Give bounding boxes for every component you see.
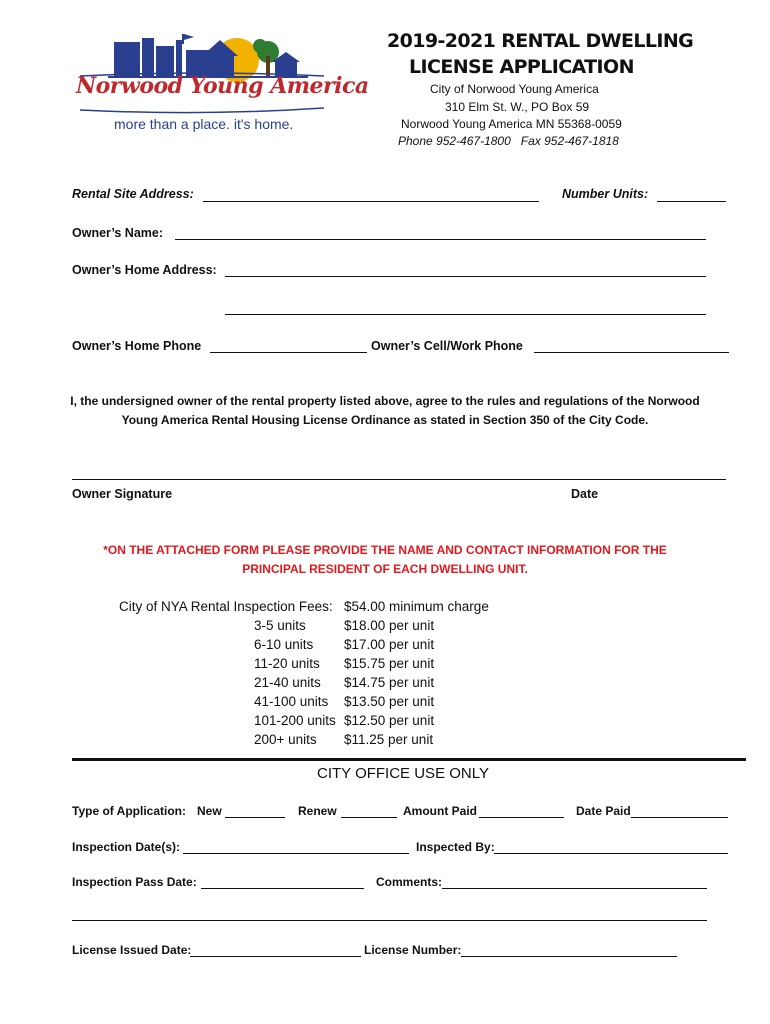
fee-units: 200+ units — [254, 732, 317, 747]
date-label: Date — [571, 487, 599, 501]
rental-site-label: Rental Site Address: — [72, 187, 194, 201]
fee-units: 41-100 units — [254, 694, 329, 709]
inspection-dates-label: Inspection Date(s): — [72, 840, 181, 854]
fee-price: $18.00 per unit — [344, 618, 435, 633]
new-field[interactable] — [225, 817, 285, 818]
notice-line2: PRINCIPAL RESIDENT OF EACH DWELLING UNIT. — [242, 562, 528, 576]
fees-minimum: $54.00 minimum charge — [344, 599, 489, 614]
owner-home-phone-label: Owner’s Home Phone — [72, 339, 202, 353]
fee-units: 11-20 units — [254, 656, 320, 671]
renew-field[interactable] — [341, 817, 397, 818]
logo-tagline: more than a place. it's home. — [114, 116, 294, 132]
amount-paid-field[interactable] — [479, 817, 564, 818]
license-number-field[interactable] — [461, 956, 677, 957]
city-state-zip: Norwood Young America MN 55368-0059 — [401, 117, 622, 131]
fee-units: 3-5 units — [254, 618, 306, 633]
date-paid-label: Date Paid — [576, 804, 631, 818]
fee-price: $14.75 per unit — [344, 675, 435, 690]
number-units-label: Number Units: — [562, 187, 649, 201]
license-issued-date-field[interactable] — [190, 956, 361, 957]
inspected-by-label: Inspected By: — [416, 840, 495, 854]
form-title-line1: 2019-2021 RENTAL DWELLING — [387, 30, 694, 52]
fees-heading: City of NYA Rental Inspection Fees: — [119, 599, 333, 614]
license-number-label: License Number: — [364, 943, 462, 957]
comments-field-2[interactable] — [72, 920, 707, 921]
inspection-pass-date-field[interactable] — [201, 888, 364, 889]
owner-cell-phone-field[interactable] — [534, 352, 729, 353]
renew-label: Renew — [298, 804, 337, 818]
agreement-text-line1: I, the undersigned owner of the rental property listed above, agree to the rules and regulations of the Norwood — [70, 394, 700, 408]
notice-line1: *ON THE ATTACHED FORM PLEASE PROVIDE THE NAME AND CONTACT INFORMATION FOR THE — [103, 543, 667, 557]
owner-signature-label: Owner Signature — [72, 487, 173, 501]
owner-cell-phone-label: Owner’s Cell/Work Phone — [371, 339, 523, 353]
license-issued-date-label: License Issued Date: — [72, 943, 192, 957]
city-name: City of Norwood Young America — [430, 82, 599, 96]
form-title-line2: LICENSE APPLICATION — [409, 56, 634, 78]
rental-site-field[interactable] — [203, 201, 539, 202]
city-phone-fax: Phone 952-467-1800 Fax 952-467-1818 — [398, 134, 619, 148]
office-heading: CITY OFFICE USE ONLY — [317, 765, 489, 782]
owner-home-address-field[interactable] — [225, 276, 706, 277]
inspected-by-field[interactable] — [494, 853, 728, 854]
date-paid-field[interactable] — [631, 817, 728, 818]
fee-price: $13.50 per unit — [344, 694, 435, 709]
type-of-application-label: Type of Application: — [72, 804, 186, 818]
fee-units: 101-200 units — [254, 713, 336, 728]
office-divider — [72, 758, 746, 761]
owner-home-address-field-2[interactable] — [225, 314, 706, 315]
comments-field[interactable] — [442, 888, 707, 889]
owner-name-field[interactable] — [175, 239, 706, 240]
new-label: New — [197, 804, 222, 818]
inspection-pass-date-label: Inspection Pass Date: — [72, 875, 197, 889]
fee-units: 21-40 units — [254, 675, 321, 690]
fee-units: 6-10 units — [254, 637, 314, 652]
owner-home-phone-field[interactable] — [210, 352, 367, 353]
city-street: 310 Elm St. W., PO Box 59 — [445, 100, 590, 114]
agreement-text-line2: Young America Rental Housing License Ordinance as stated in Section 350 of the City Code. — [121, 413, 649, 427]
owner-name-label: Owner’s Name: — [72, 226, 164, 240]
amount-paid-label: Amount Paid — [403, 804, 477, 818]
logo-name: Norwood Young America — [76, 73, 369, 99]
signature-line[interactable] — [72, 479, 726, 480]
owner-home-address-label: Owner’s Home Address: — [72, 263, 217, 277]
number-units-field[interactable] — [657, 201, 726, 202]
comments-label: Comments: — [376, 875, 443, 889]
fee-price: $12.50 per unit — [344, 713, 435, 728]
inspection-dates-field[interactable] — [183, 853, 409, 854]
fee-price: $17.00 per unit — [344, 637, 435, 652]
fee-price: $15.75 per unit — [344, 656, 435, 671]
fee-price: $11.25 per unit — [344, 732, 434, 747]
city-logo — [72, 26, 369, 136]
